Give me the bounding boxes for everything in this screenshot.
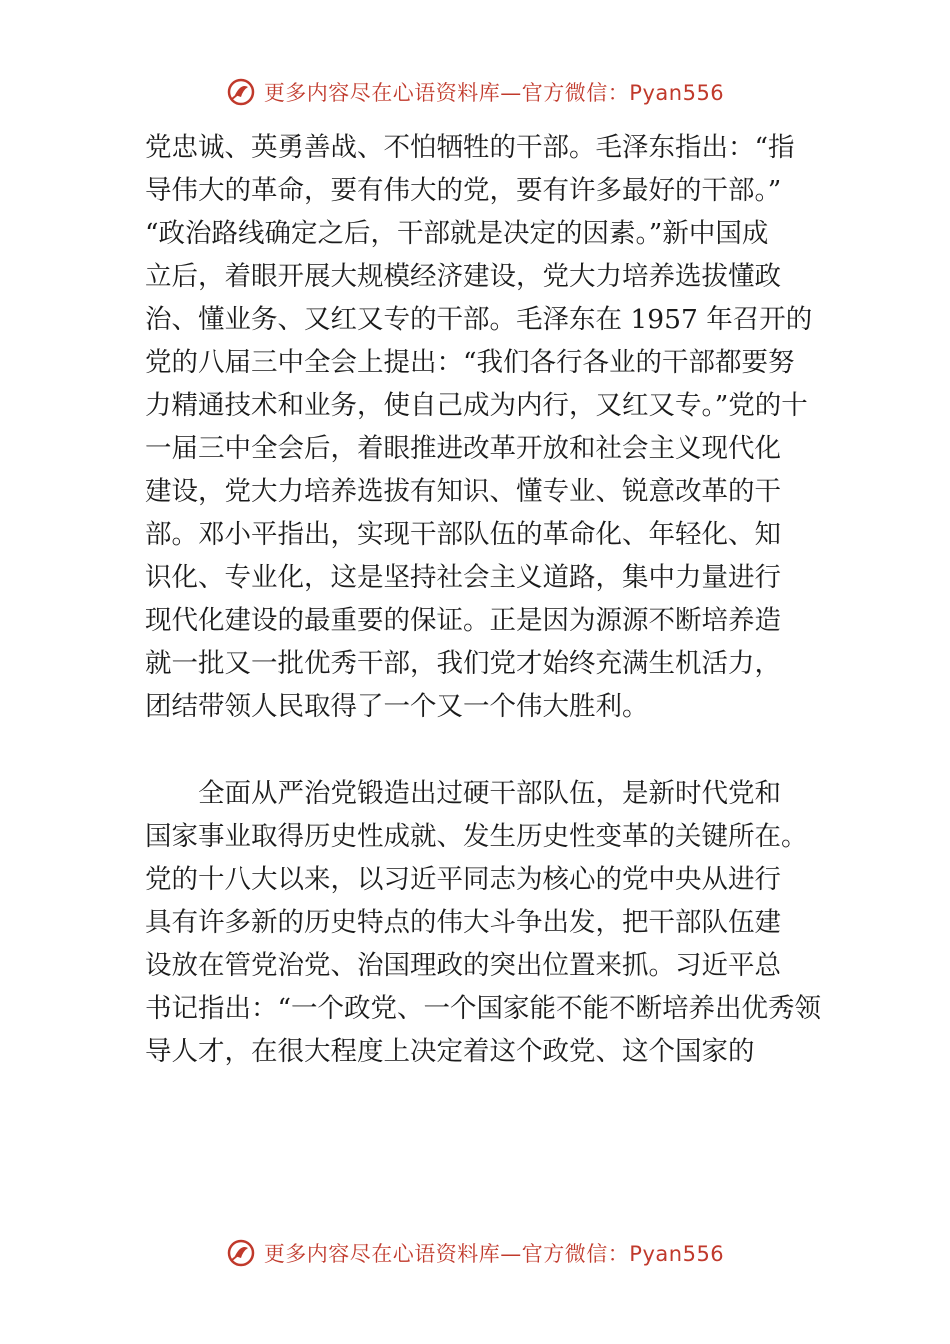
text-line: 党的八届三中全会上提出：“我们各行各业的干部都要努 bbox=[145, 347, 795, 378]
text-line: 党忠诚、英勇善战、不怕牺牲的干部。毛泽东指出：“指 bbox=[145, 132, 795, 163]
text-line: 立后，着眼开展大规模经济建设，党大力培养选拔懂政 bbox=[145, 261, 781, 292]
text-line: 国家事业取得历史性成就、发生历史性变革的关键所在。 bbox=[145, 821, 808, 852]
text-line: 部。邓小平指出，实现干部队伍的革命化、年轻化、知 bbox=[145, 519, 781, 550]
text-line: 具有许多新的历史特点的伟大斗争出发，把干部队伍建 bbox=[145, 907, 781, 938]
text-line: 一届三中全会后，着眼推进改革开放和社会主义现代化 bbox=[145, 433, 781, 464]
text-line: 现代化建设的最重要的保证。正是因为源源不断培养造 bbox=[145, 605, 781, 636]
paragraph-2 bbox=[145, 772, 835, 1073]
text-line: 就一批又一批优秀干部，我们党才始终充满生机活力， bbox=[145, 648, 781, 679]
text-line: 设放在管党治党、治国理政的突出位置来抓。习近平总 bbox=[145, 950, 781, 981]
text-line: 力精通技术和业务，使自己成为内行，又红又专。”党的十 bbox=[145, 390, 808, 421]
header-watermark bbox=[0, 70, 950, 114]
text-line: 全面从严治党锻造出过硬干部队伍，是新时代党和 bbox=[145, 778, 781, 809]
footer-watermark bbox=[0, 1231, 950, 1275]
text-line: 建设，党大力培养选拔有知识、懂专业、锐意改革的干 bbox=[145, 476, 781, 507]
watermark-text: 更多内容尽在心语资料库—官方微信：Pyan556 bbox=[263, 81, 725, 105]
text-line: 书记指出：“一个政党、一个国家能不能不断培养出优秀领 bbox=[145, 993, 822, 1024]
logo-icon bbox=[226, 1238, 256, 1268]
paragraph-spacer bbox=[145, 728, 835, 772]
document-body bbox=[145, 126, 835, 1073]
text-line: 导人才，在很大程度上决定着这个政党、这个国家的 bbox=[145, 1036, 755, 1067]
paragraph-1 bbox=[145, 126, 835, 728]
text-line: 导伟大的革命，要有伟大的党，要有许多最好的干部。” bbox=[145, 175, 782, 206]
text-line: 识化、专业化，这是坚持社会主义道路，集中力量进行 bbox=[145, 562, 781, 593]
text-line: “政治路线确定之后，干部就是决定的因素。”新中国成 bbox=[145, 218, 769, 249]
text-line: 党的十八大以来，以习近平同志为核心的党中央从进行 bbox=[145, 864, 781, 895]
text-line: 团结带领人民取得了一个又一个伟大胜利。 bbox=[145, 691, 649, 722]
text-line: 治、懂业务、又红又专的干部。毛泽东在 1957 年召开的 bbox=[145, 304, 813, 335]
logo-icon bbox=[226, 77, 256, 107]
watermark-text: 更多内容尽在心语资料库—官方微信：Pyan556 bbox=[263, 1242, 725, 1266]
